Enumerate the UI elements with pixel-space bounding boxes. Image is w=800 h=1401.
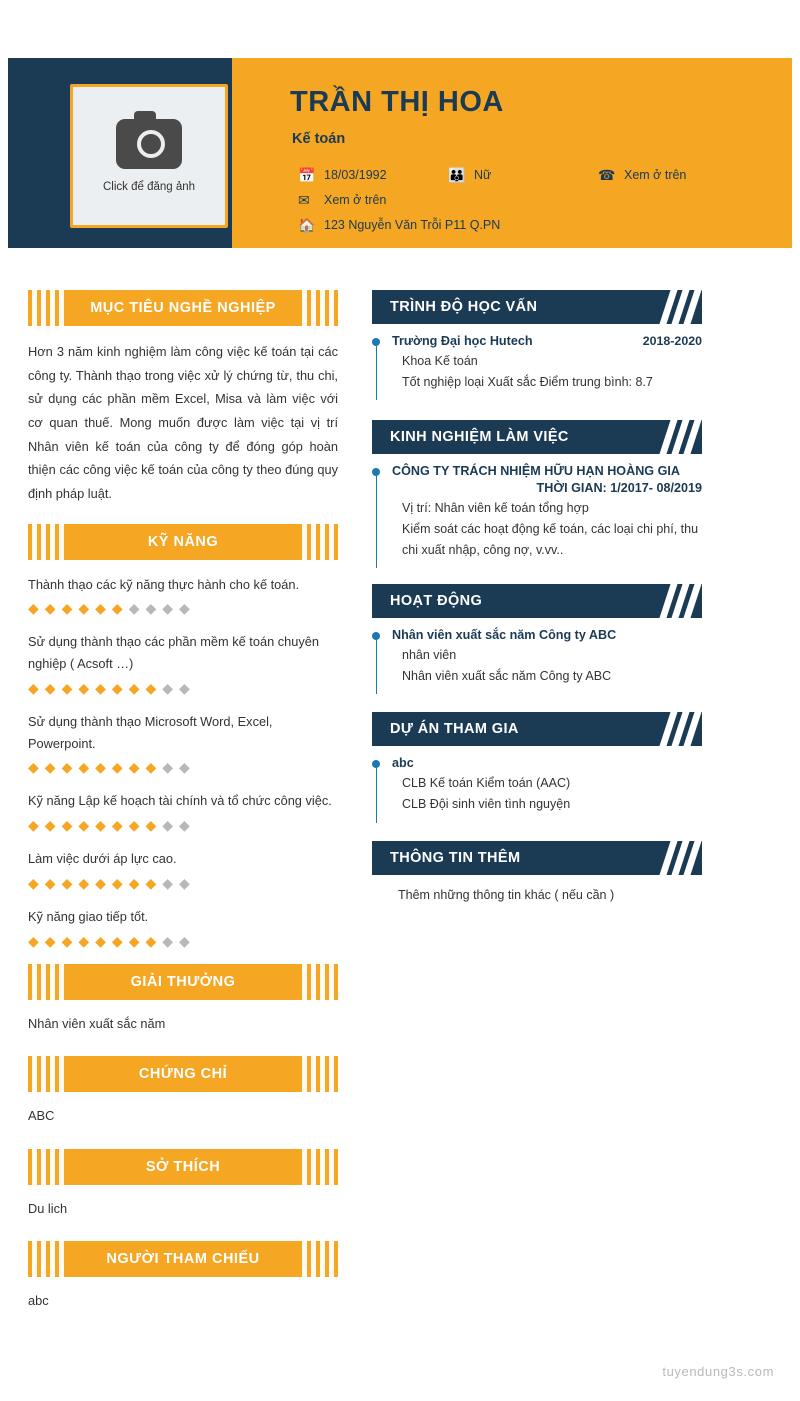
envelope-icon: ✉ [298,192,310,208]
diamond-filled-icon: ◆ [44,679,62,696]
section-title-hobbies: SỞ THÍCH [145,1158,221,1175]
photo-upload-label: Click để đăng ảnh [102,181,196,193]
section-title-certificates: CHỨNG CHỈ [138,1066,228,1083]
photo-upload-box[interactable] [70,84,228,228]
resume-header [8,58,792,248]
timeline-dot [372,760,380,768]
slash-decoration [665,712,696,746]
section-header-objective [28,290,338,326]
diamond-filled-icon: ◆ [128,817,146,834]
diamond-empty-icon: ◆ [145,600,163,617]
diamond-filled-icon: ◆ [44,817,62,834]
diamond-empty-icon: ◆ [128,600,146,617]
hobbies-text: Du lich [28,1200,68,1216]
diamond-empty-icon: ◆ [162,600,180,617]
section-header-education [372,290,702,324]
section-title-experience: KINH NGHIỆM LÀM VIỆC [390,429,569,446]
diamond-filled-icon: ◆ [44,600,62,617]
section-header-awards [28,964,338,1000]
diamond-filled-icon: ◆ [28,932,45,949]
skill-label: Thành thạo các kỹ năng thực hành cho kế toán. [28,576,300,592]
awards-text: Nhân viên xuất sắc năm [28,1015,166,1031]
experience-company: CÔNG TY TRÁCH NHIỆM HỮU HẠN HOÀNG GIA [392,464,680,479]
gender-field [448,168,491,182]
experience-line2: Kiểm soát các hoạt động kế toán, các loại chi phí, thu chi xuất nhập, công nợ, v.vv.. [402,521,699,557]
diamond-filled-icon: ◆ [61,600,79,617]
project-line1: CLB Kế toán Kiểm toán (AAC) [402,776,571,791]
diamond-filled-icon: ◆ [28,759,45,776]
diamond-filled-icon: ◆ [28,817,45,834]
diamond-filled-icon: ◆ [95,874,112,891]
diamond-empty-icon: ◆ [162,759,180,776]
diamond-filled-icon: ◆ [78,679,96,696]
skill-rating[interactable] [28,601,338,615]
activity-entry [372,628,702,686]
diamond-filled-icon: ◆ [44,759,62,776]
diamond-filled-icon: ◆ [111,679,129,696]
candidate-name: TRẦN THỊ HOA [290,86,504,118]
birthday-value: 18/03/1992 [324,168,387,182]
email-value: Xem ở trên [324,193,387,207]
additional-text: Thêm những thông tin khác ( nếu cần ) [398,887,615,902]
contact-row-3 [298,218,778,236]
candidate-job-title: Kế toán [292,131,346,147]
slash-decoration [665,420,696,454]
diamond-empty-icon: ◆ [162,874,180,891]
diamond-filled-icon: ◆ [78,759,96,776]
diamond-filled-icon: ◆ [44,932,62,949]
skill-rating[interactable] [28,760,338,774]
section-header-activities [372,584,702,618]
diamond-filled-icon: ◆ [145,679,163,696]
contact-info [298,168,778,243]
project-entry [372,756,702,814]
experience-line1: Vị trí: Nhân viên kế toán tổng hợp [402,501,589,516]
skill-rating[interactable] [28,876,338,890]
activity-name: Nhân viên xuất sắc năm Công ty ABC [392,628,617,643]
address-field [298,218,500,232]
diamond-filled-icon: ◆ [145,874,163,891]
contact-row-2 [298,193,778,211]
objective-text: Hơn 3 năm kinh nghiệm làm công việc kế toán tại các công ty. Thành thạo trong việc xử lý chứng từ, thu chi, sử dụng các phần mềm Excel, Misa và làm việc với cơ quan thuế. Mong muốn được làm việc tại vị trí Nhân viên kế toán của công ty để đóng góp hoàn thiện các công việc kế toán của công ty theo đúng quy định pháp luật. [28,344,338,502]
timeline-line [376,768,378,822]
section-title-projects: DỰ ÁN THAM GIA [390,721,519,738]
diamond-empty-icon: ◆ [179,600,196,617]
diamond-filled-icon: ◆ [28,679,45,696]
diamond-empty-icon: ◆ [162,817,180,834]
diamond-empty-icon: ◆ [179,932,196,949]
timeline-dot [372,338,380,346]
section-header-additional [372,841,702,875]
skill-label: Sử dụng thành thạo các phần mềm kế toán chuyên nghiệp ( Acsoft …) [28,634,320,672]
gender-value: Nữ [474,168,492,182]
timeline-dot [372,632,380,640]
activity-line2: Nhân viên xuất sắc năm Công ty ABC [402,668,612,683]
diamond-filled-icon: ◆ [28,600,45,617]
left-column [28,290,338,1334]
section-header-skills [28,524,338,560]
project-line2: CLB Đội sinh viên tình nguyện [402,797,571,811]
education-line1: Khoa Kế toán [402,354,478,368]
diamond-filled-icon: ◆ [78,817,96,834]
experience-entry [372,464,702,560]
diamond-filled-icon: ◆ [61,932,79,949]
diamond-filled-icon: ◆ [61,679,79,696]
diamond-filled-icon: ◆ [95,817,112,834]
section-title-awards: GIẢI THƯỞNG [130,973,236,990]
section-title-additional: THÔNG TIN THÊM [390,849,521,866]
home-icon: 🏠 [298,217,316,233]
diamond-filled-icon: ◆ [78,600,96,617]
right-column [372,290,702,917]
section-title-activities: HOẠT ĐỘNG [390,593,483,610]
diamond-filled-icon: ◆ [111,817,129,834]
section-title-education: TRÌNH ĐỘ HỌC VẤN [390,299,538,315]
section-title-references: NGƯỜI THAM CHIẾU [106,1251,260,1268]
section-header-certificates [28,1056,338,1092]
diamond-filled-icon: ◆ [111,932,129,949]
diamond-filled-icon: ◆ [145,759,163,776]
activity-line1: nhân viên [402,648,457,663]
gender-icon: 👪 [448,167,466,183]
diamond-filled-icon: ◆ [145,932,163,949]
slash-decoration [665,584,696,618]
skill-rating[interactable] [28,818,338,832]
watermark: tuyendung3s.com [662,1364,774,1379]
experience-period: THỜI GIAN: 1/2017- 08/2019 [536,481,702,496]
skill-rating[interactable] [28,681,338,695]
certificates-text: ABC [28,1108,55,1124]
section-header-experience [372,420,702,454]
skill-label: Làm việc dưới áp lực cao. [28,851,177,867]
section-title-skills: KỸ NĂNG [147,533,219,550]
diamond-empty-icon: ◆ [162,932,180,949]
diamond-empty-icon: ◆ [162,679,180,696]
phone-field [598,168,686,182]
diamond-filled-icon: ◆ [95,600,112,617]
diamond-filled-icon: ◆ [128,932,146,949]
timeline-line [376,640,378,694]
timeline-dot [372,468,380,476]
references-text: abc [28,1293,49,1309]
contact-row-1 [298,168,778,186]
skills-list [28,574,338,948]
skill-label: Sử dụng thành thạo Microsoft Word, Excel, Powerpoint. [28,713,273,751]
phone-icon: ☎ [598,167,616,183]
diamond-filled-icon: ◆ [95,932,112,949]
project-name: abc [392,756,414,771]
diamond-filled-icon: ◆ [145,817,163,834]
birthday-field [298,168,387,182]
diamond-filled-icon: ◆ [111,759,129,776]
diamond-empty-icon: ◆ [179,679,196,696]
diamond-filled-icon: ◆ [61,759,79,776]
education-entry [372,334,702,392]
camera-icon [116,119,182,169]
email-field [298,193,386,207]
skill-rating[interactable] [28,934,338,948]
skill-label: Kỹ năng giao tiếp tốt. [28,908,149,924]
education-line2: Tốt nghiệp loại Xuất sắc Điểm trung bình: 8.7 [402,374,653,389]
timeline-line [376,346,378,400]
diamond-filled-icon: ◆ [95,679,112,696]
education-school: Trường Đại học Hutech [392,334,533,348]
skill-label: Kỹ năng Lập kế hoạch tài chính và tổ chức công việc. [28,793,332,809]
diamond-empty-icon: ◆ [179,817,196,834]
education-period: 2018-2020 [642,334,702,348]
diamond-empty-icon: ◆ [179,759,196,776]
section-header-hobbies [28,1149,338,1185]
diamond-filled-icon: ◆ [61,874,79,891]
diamond-filled-icon: ◆ [128,679,146,696]
diamond-filled-icon: ◆ [111,600,129,617]
address-value: 123 Nguyễn Văn Trỗi P11 Q.PN [324,218,501,232]
calendar-icon: 📅 [298,167,316,183]
section-header-projects [372,712,702,746]
diamond-filled-icon: ◆ [78,874,96,891]
diamond-filled-icon: ◆ [128,874,146,891]
slash-decoration [665,290,696,324]
phone-value: Xem ở trên [624,168,687,182]
diamond-filled-icon: ◆ [28,874,45,891]
diamond-filled-icon: ◆ [78,932,96,949]
diamond-filled-icon: ◆ [44,874,62,891]
diamond-empty-icon: ◆ [179,874,196,891]
diamond-filled-icon: ◆ [61,817,79,834]
diamond-filled-icon: ◆ [111,874,129,891]
section-title-objective: MỤC TIÊU NGHỀ NGHIỆP [90,300,276,316]
diamond-filled-icon: ◆ [95,759,112,776]
slash-decoration [665,841,696,875]
diamond-filled-icon: ◆ [128,759,146,776]
timeline-line [376,476,378,568]
section-header-references [28,1241,338,1277]
